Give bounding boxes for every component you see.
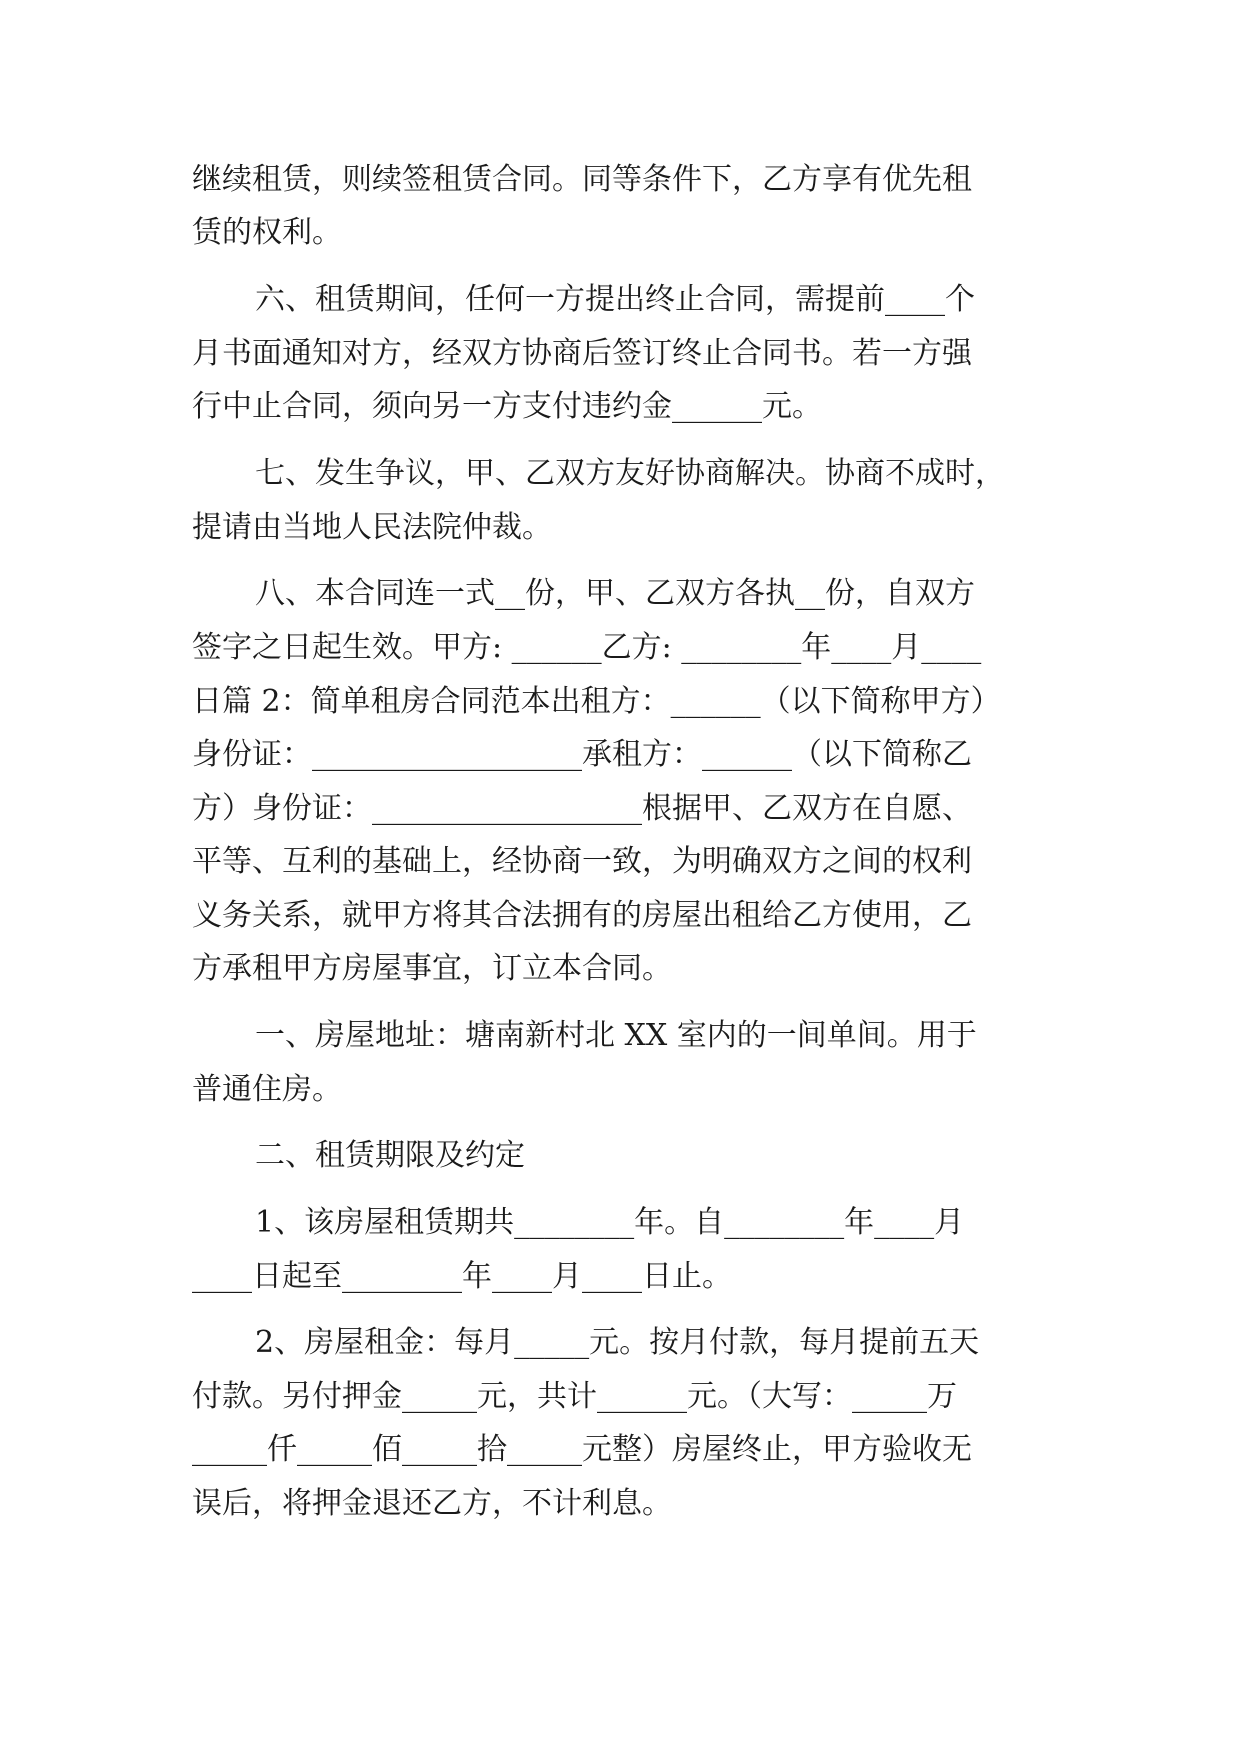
- part2-line-2: 身份证：__________________承租方：______（以下简称乙: [192, 737, 972, 772]
- item-1-line-1: 1、该房屋租赁期共________年。自________年____月: [255, 1205, 965, 1240]
- clause-six-line-3: 行中止合同，须向另一方支付违约金______元。: [192, 389, 822, 424]
- item-1-line-2: ____日起至________年____月____日止。: [192, 1259, 732, 1294]
- text-line-2: 赁的权利。: [192, 215, 342, 250]
- clause-seven-line-2: 提请由当地人民法院仲裁。: [192, 510, 552, 545]
- item-2-line-1: 2、房屋租金：每月_____元。按月付款，每月提前五天: [255, 1325, 980, 1360]
- part2-line-3: 方）身份证：__________________根据甲、乙双方在自愿、: [192, 791, 972, 826]
- part2-line-6: 方承租甲方房屋事宜，订立本合同。: [192, 951, 672, 986]
- part2-line-4: 平等、互利的基础上，经协商一致，为明确双方之间的权利: [192, 844, 972, 879]
- clause-one-line-1: 一、房屋地址：塘南新村北 XX 室内的一间单间。用于: [255, 1018, 977, 1053]
- part2-line-5: 义务关系，就甲方将其合法拥有的房屋出租给乙方使用，乙: [192, 898, 972, 933]
- item-2-line-2: 付款。另付押金_____元，共计______元。（大写：_____万: [192, 1379, 957, 1414]
- clause-one-line-2: 普通住房。: [192, 1072, 342, 1107]
- clause-two-heading: 二、租赁期限及约定: [255, 1138, 525, 1173]
- clause-eight-line-2: 签字之日起生效。甲方: ______乙方: ________年____月____: [192, 630, 982, 665]
- item-2-line-3: _____仟_____佰_____拾_____元整）房屋终止，甲方验收无: [192, 1432, 972, 1467]
- clause-seven-line-1: 七、发生争议，甲、乙双方友好协商解决。协商不成时，: [255, 456, 1005, 491]
- clause-six-line-1: 六、租赁期间，任何一方提出终止合同，需提前____个: [255, 282, 975, 317]
- part2-line-1: 日篇 2：简单租房合同范本出租方：______（以下简称甲方）: [192, 684, 1001, 719]
- item-2-line-4: 误后，将押金退还乙方，不计利息。: [192, 1486, 672, 1521]
- clause-six-line-2: 月书面通知对方，经双方协商后签订终止合同书。若一方强: [192, 336, 972, 371]
- clause-eight-line-1: 八、本合同连一式__份，甲、乙双方各执__份，自双方: [255, 576, 975, 611]
- text-line-1: 继续租赁，则续签租赁合同。同等条件下，乙方享有优先租: [192, 162, 972, 197]
